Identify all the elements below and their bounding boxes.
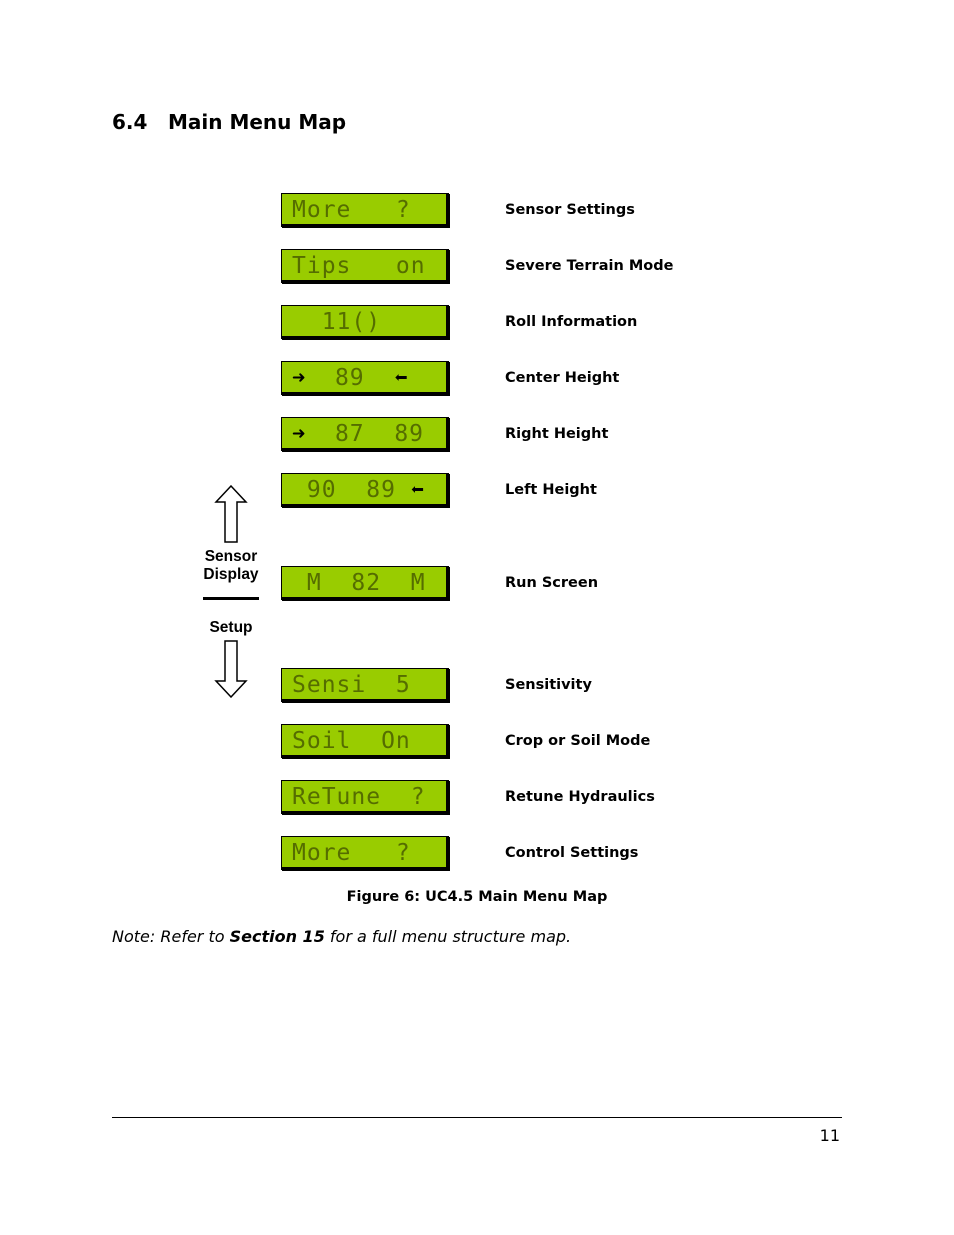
screen-label: Left Height [505,482,597,498]
note-section-ref: Section 15 [229,927,325,946]
screen-label: Right Height [505,426,609,442]
down-arrow-icon [214,640,248,698]
screen-label: Control Settings [505,845,639,861]
lcd-screen [281,361,449,395]
lcd-arrow-icon: ⬅ [394,366,408,391]
page-number: 11 [819,1126,840,1145]
lcd-text: M 82 M [292,570,426,596]
sensor-label-line2: Display [203,566,259,583]
lcd-text: Tips on [292,253,426,279]
lcd-screen [281,417,449,451]
lcd-text: 11() [292,309,382,335]
lcd-text: 90 89 [292,477,411,503]
lcd-screen [281,193,449,227]
screen-label: Retune Hydraulics [505,789,655,805]
section-title: Main Menu Map [168,110,347,134]
note-suffix: for a full menu structure map. [324,927,572,946]
sensor-display-label [191,548,271,584]
lcd-screen [281,566,449,600]
lcd-arrow-icon: ➜ [292,366,306,391]
lcd-screen [281,249,449,283]
lcd-text: 89 [305,365,395,391]
lcd-screen [281,780,449,814]
lcd-screen [281,836,449,870]
lcd-text: 87 89 [305,421,425,447]
note [112,927,571,946]
screen-label: Run Screen [505,575,599,591]
lcd-arrow-icon: ⬅ [410,478,425,503]
lcd-text: ReTune ? [292,784,426,810]
screen-label: Sensitivity [505,677,592,693]
lcd-screen [281,668,449,702]
up-arrow-icon [214,485,248,543]
lcd-screen [281,305,449,339]
screen-label: Sensor Settings [505,202,635,218]
lcd-text: Sensi 5 [292,672,411,698]
note-prefix: Note: Refer to [112,927,230,946]
screen-label: Center Height [505,370,620,386]
section-number: 6.4 [112,110,148,134]
figure-caption: Figure 6: UC4.5 Main Menu Map [346,889,608,905]
lcd-text: More ? [292,197,411,223]
sensor-label-line1: Sensor [204,548,258,565]
lcd-arrow-icon: ➜ [292,422,306,447]
footer-rule [112,1117,842,1118]
screen-label: Severe Terrain Mode [505,258,674,274]
lcd-screen [281,473,449,507]
lcd-text: Soil On [292,728,411,754]
setup-label: Setup [209,619,253,636]
lcd-screen [281,724,449,758]
screen-label: Crop or Soil Mode [505,733,651,749]
lcd-text: More ? [292,840,411,866]
screen-label: Roll Information [505,314,638,330]
direction-divider [203,597,259,600]
section-heading [112,110,346,134]
